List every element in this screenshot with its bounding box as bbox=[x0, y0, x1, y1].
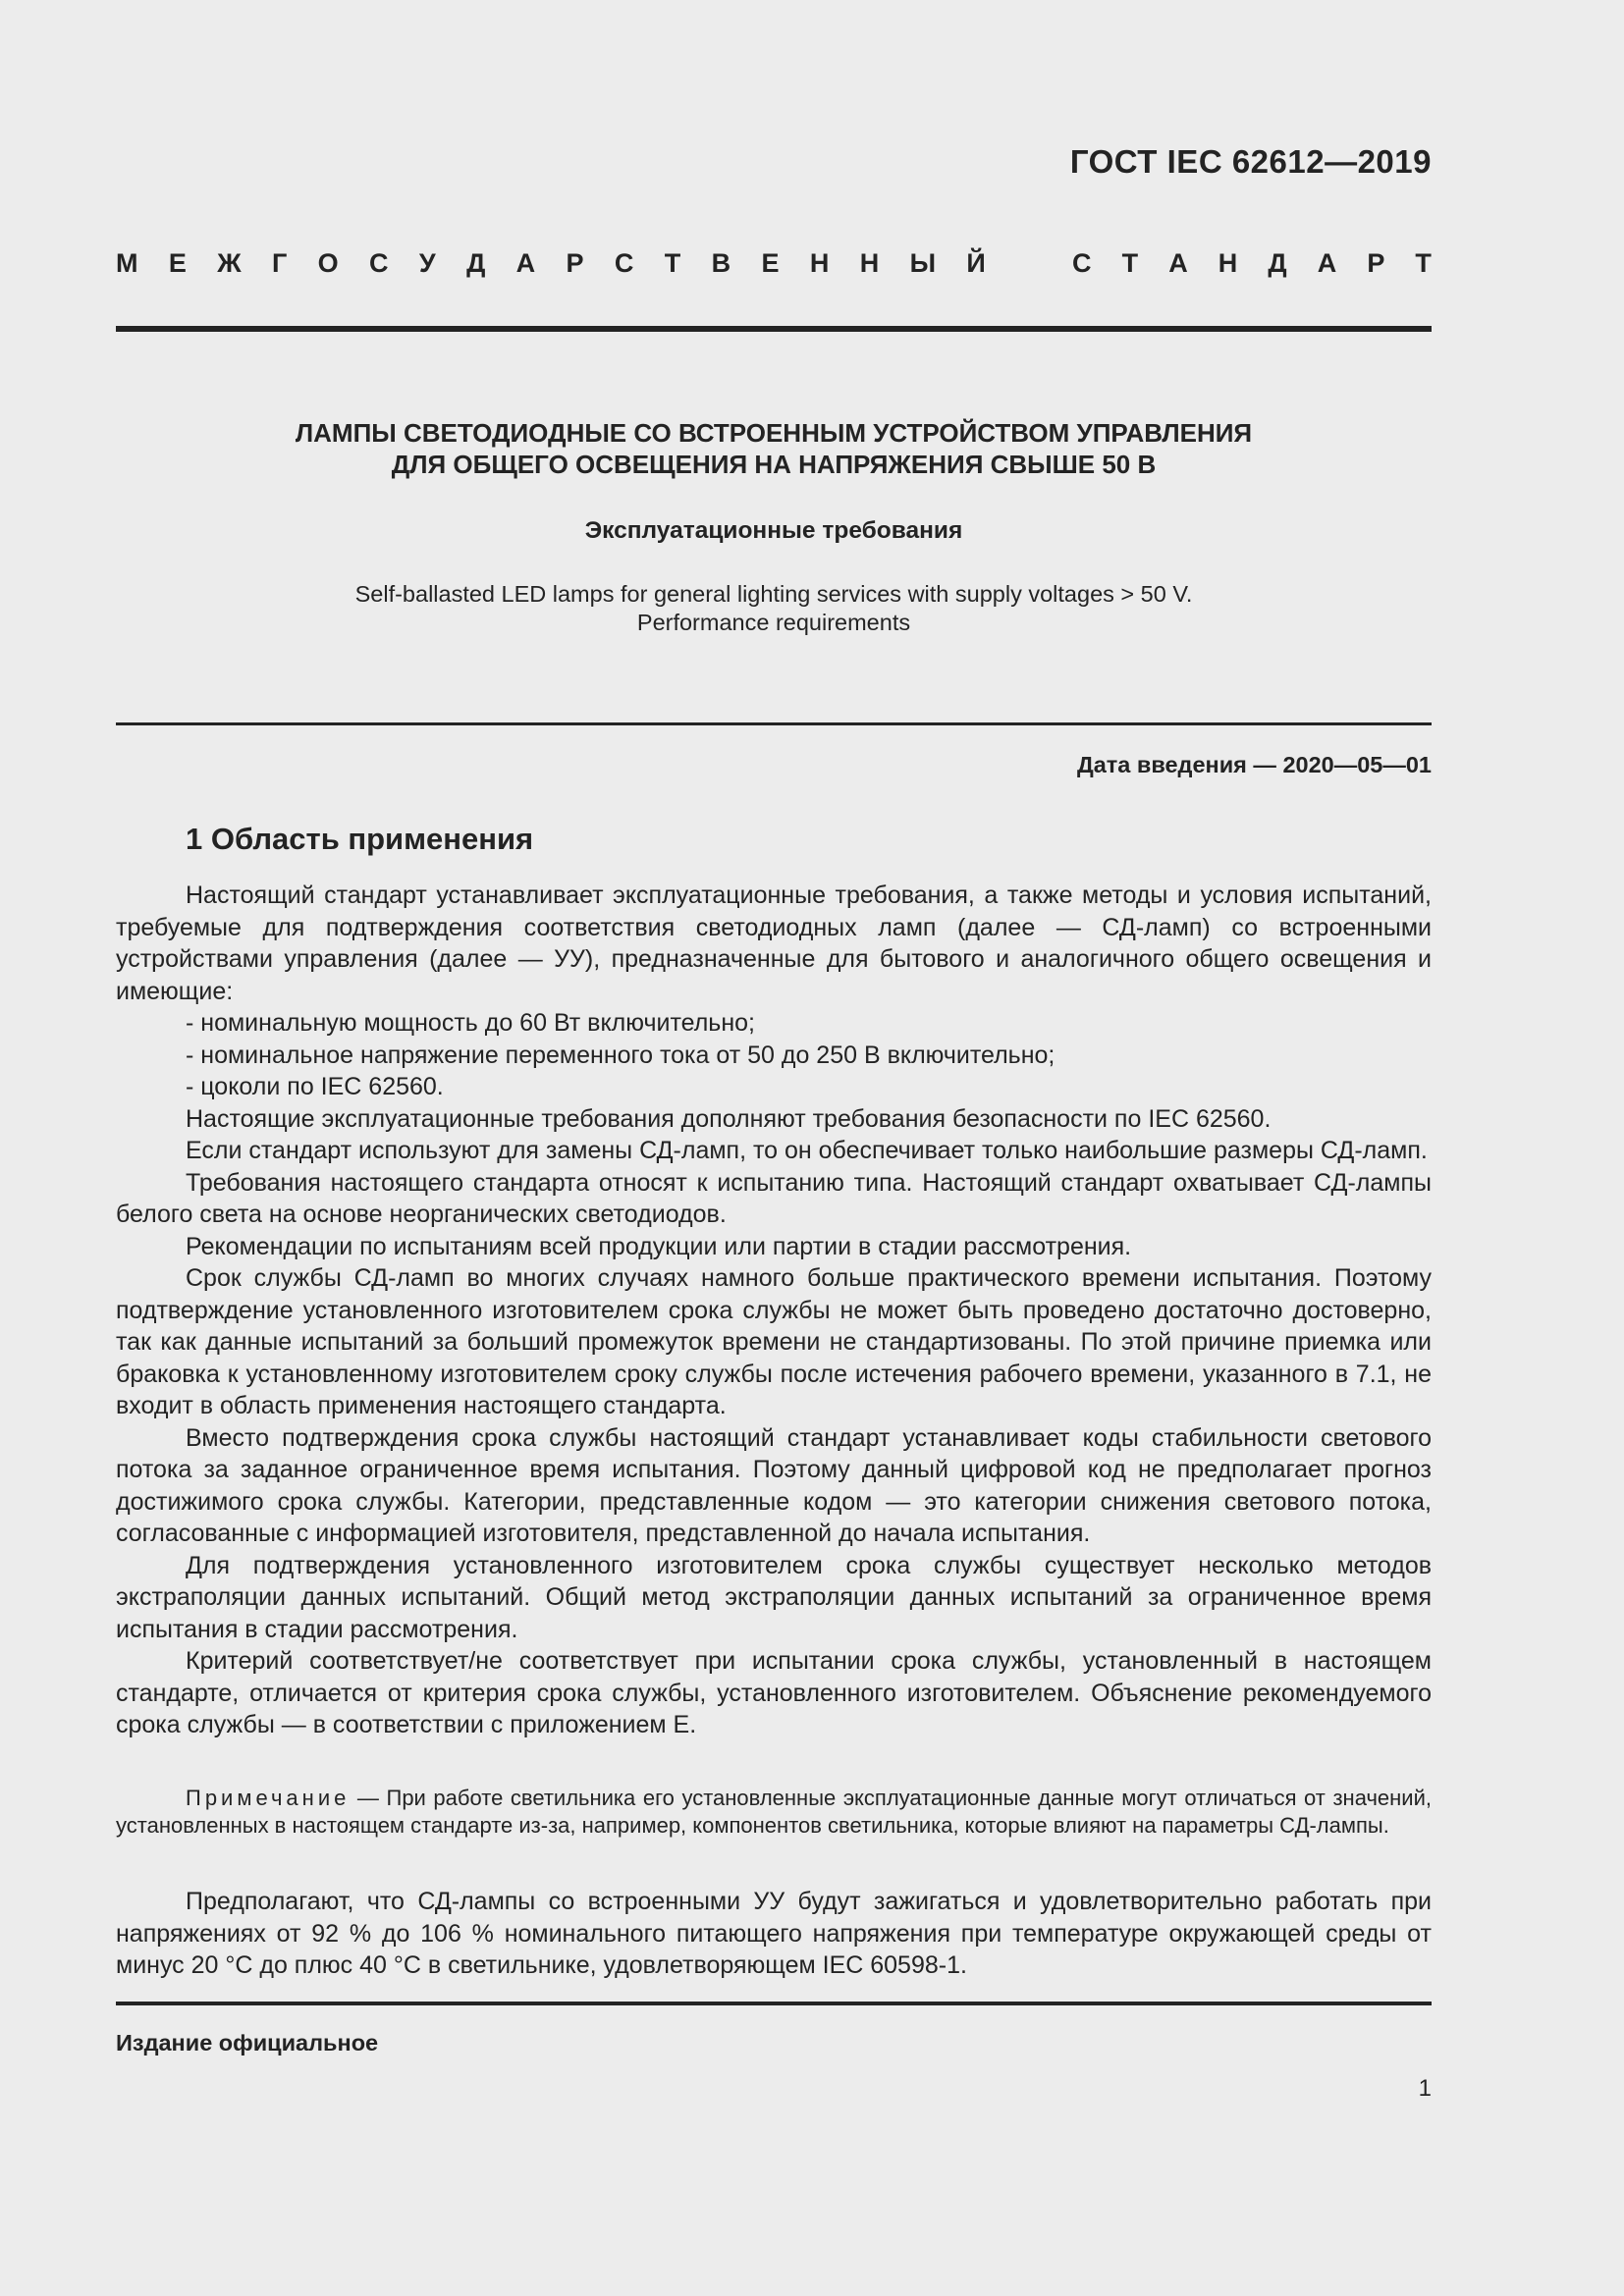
header-letter: С bbox=[369, 248, 389, 278]
section-heading: 1 Область применения bbox=[186, 822, 534, 856]
header-letter: Т bbox=[664, 248, 681, 278]
header-letter: С bbox=[1072, 248, 1092, 278]
english-title-line-1: Self-ballasted LED lamps for general lighting services with supply voltages > 50 V. bbox=[354, 581, 1193, 607]
header-divider bbox=[116, 326, 1432, 332]
header-letter: Й bbox=[966, 248, 986, 278]
introduction-date: Дата введения — 2020—05—01 bbox=[1076, 752, 1432, 777]
document-subtitle: Эксплуатационные требования bbox=[584, 517, 963, 544]
paragraph: Предполагают, что СД-лампы со встроенными УУ будут зажигаться и удовлетворительно работать при напряжениях от 92 % до 106 % номинального питающего напряжения при температуре окружающей среды от минус 20 °С до плюс 40 °С в светильнике, удовлетворяющем IEC 60598-1. bbox=[116, 1888, 1432, 1979]
header-letter: Д bbox=[1268, 248, 1287, 278]
english-title bbox=[116, 580, 1432, 637]
header-letter: А bbox=[515, 248, 536, 278]
list-item: - цоколи по IEC 62560. bbox=[186, 1073, 444, 1100]
footer-divider bbox=[116, 2002, 1432, 2005]
paragraph: Для подтверждения установленного изготовителем срока службы существует несколько методов экстраполяции данных испытаний. Общий метод экстраполяции данных испытаний за ограниченное время испытания в стадии рассмотрения. bbox=[116, 1551, 1432, 1643]
note-label: Примечание bbox=[186, 1786, 351, 1810]
header-letter: Т bbox=[1415, 248, 1432, 278]
header-letter: Р bbox=[1367, 248, 1385, 278]
header-letter: Н bbox=[859, 248, 880, 278]
final-paragraph-block bbox=[116, 1886, 1432, 1982]
header-letter: Е bbox=[761, 248, 780, 278]
paragraph: Срок службы СД-ламп во многих случаях намного больше практического времени испытания. Поэтому подтверждение установленного изготовителем срока службы не может быть проведено достаточно достоверно, так как данные испытаний за больший промежуток времени не стандартизованы. По этой причине приемка или браковка к установленному изготовителем сроку службы после истечения рабочего времени, указанного в 7.1, не входит в область применения настоящего стандарта. bbox=[116, 1264, 1432, 1419]
header-letter: В bbox=[711, 248, 731, 278]
header-letter: Н bbox=[809, 248, 830, 278]
header-letter: Ж bbox=[217, 248, 242, 278]
section-body bbox=[116, 880, 1432, 1741]
title-line-2: ДЛЯ ОБЩЕГО ОСВЕЩЕНИЯ НА НАПРЯЖЕНИЯ СВЫШЕ 50 В bbox=[391, 450, 1157, 479]
standard-type-header bbox=[116, 248, 1432, 279]
header-letter: Г bbox=[272, 248, 288, 278]
document-title bbox=[116, 417, 1432, 480]
header-letter: Т bbox=[1121, 248, 1139, 278]
paragraph: Рекомендации по испытаниям всей продукции или партии в стадии рассмотрения. bbox=[186, 1232, 1132, 1260]
header-letter: Д bbox=[466, 248, 486, 278]
header-letter: Е bbox=[168, 248, 187, 278]
title-line-1: ЛАМПЫ СВЕТОДИОДНЫЕ СО ВСТРОЕННЫМ УСТРОЙСТВОМ УПРАВЛЕНИЯ bbox=[295, 418, 1253, 448]
header-letter: Н bbox=[1218, 248, 1238, 278]
header-letter: Ы bbox=[909, 248, 937, 278]
header-letter: О bbox=[317, 248, 339, 278]
document-page bbox=[116, 0, 1432, 2296]
paragraph: Требования настоящего стандарта относят к испытанию типа. Настоящий стандарт охватывает СД-лампы белого света на основе неорганических светодиодов. bbox=[116, 1168, 1432, 1228]
header-word-standard bbox=[1072, 248, 1432, 279]
note-text: — При работе светильника его установленные эксплуатационные данные могут отличаться от значений, установленных в настоящем стандарте из-за, например, компонентов светильника, которые влияют на параметры СД-лампы. bbox=[116, 1786, 1432, 1838]
paragraph: Вместо подтверждения срока службы настоящий стандарт устанавливает коды стабильности светового потока за заданное ограниченное время испытания. Поэтому данный цифровой код не предполагает прогноз достижимого срока службы. Категории, представленные кодом — это категории снижения светового потока, согласованные с информацией изготовителя, представленной до начала испытания. bbox=[116, 1423, 1432, 1547]
edition-label: Издание официальное bbox=[116, 2030, 379, 2056]
title-divider bbox=[116, 722, 1432, 725]
page-number: 1 bbox=[1418, 2075, 1432, 2102]
paragraph: Настоящие эксплуатационные требования дополняют требования безопасности по IEC 62560. bbox=[186, 1104, 1272, 1133]
header-letter: Р bbox=[566, 248, 584, 278]
paragraph: Настоящий стандарт устанавливает эксплуатационные требования, а также методы и условия испытаний, требуемые для подтверждения соответствия светодиодных ламп (далее — СД-ламп) со встроенными устройствами управления (далее — УУ), предназначенные для бытового и аналогичного общего освещения и имеющие: bbox=[116, 881, 1432, 1005]
list-item: - номинальное напряжение переменного тока от 50 до 250 В включительно; bbox=[186, 1041, 1056, 1069]
header-letter: А bbox=[1317, 248, 1337, 278]
note bbox=[116, 1785, 1432, 1839]
header-letter: М bbox=[116, 248, 138, 278]
list-item: - номинальную мощность до 60 Вт включительно; bbox=[186, 1009, 755, 1037]
header-word-interstate bbox=[116, 248, 986, 279]
header-letter: У bbox=[418, 248, 436, 278]
header-letter: А bbox=[1168, 248, 1188, 278]
standard-code: ГОСТ IEC 62612—2019 bbox=[1069, 143, 1432, 180]
english-title-line-2: Performance requirements bbox=[636, 610, 911, 635]
paragraph: Если стандарт используют для замены СД-ламп, то он обеспечивает только наибольшие размеры СД-ламп. bbox=[186, 1137, 1428, 1164]
header-letter: С bbox=[614, 248, 634, 278]
paragraph: Критерий соответствует/не соответствует при испытании срока службы, установленный в настоящем стандарте, отличается от критерия срока службы, установленного изготовителем. Объяснение рекомендуемого срока службы — в соответствии с приложением Е. bbox=[116, 1647, 1432, 1738]
